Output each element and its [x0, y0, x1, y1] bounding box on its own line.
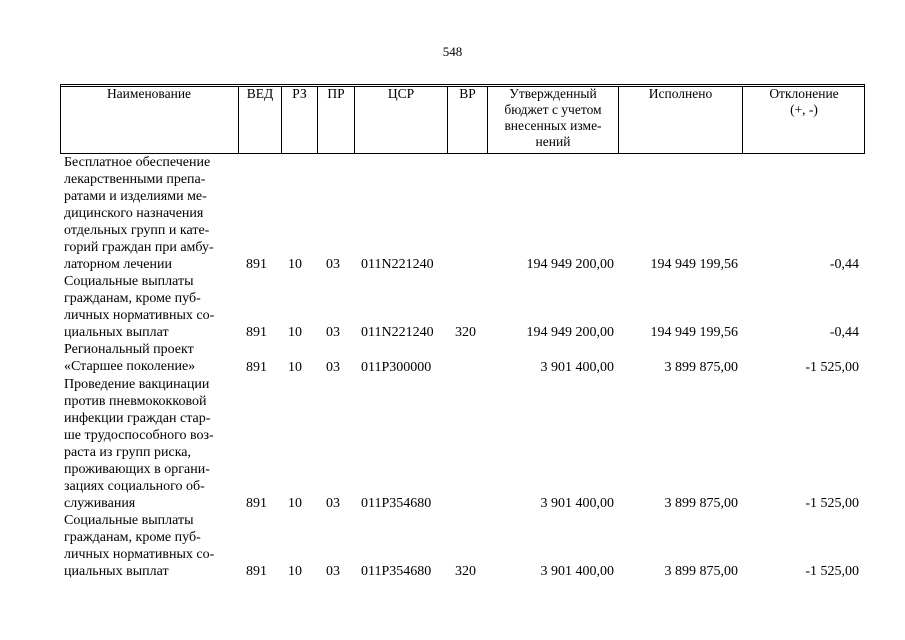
row-5-csr: 011P354680	[361, 564, 432, 579]
header-pr: ПР	[317, 86, 354, 153]
row-2-name: Социальные выплаты гражданам, кроме пуб- личных нормативных со- циальных выплат	[64, 274, 215, 340]
row-5-rz: 10	[288, 564, 302, 579]
page-number: 548	[442, 44, 463, 59]
header-ved: ВЕД	[238, 86, 281, 153]
row-2-executed: 194 949 199,56	[650, 325, 738, 340]
row-2-csr: 011N221240	[361, 325, 434, 340]
row-3-csr: 011P300000	[361, 360, 432, 375]
row-2-vr: 320	[455, 325, 476, 340]
header-name: Наименование	[106, 86, 192, 101]
row-4-csr: 011P354680	[361, 496, 432, 511]
row-4-name: Проведение вакцинации против пневмококковой инфекции граждан стар- ше трудоспособного воз- раста из групп риска, проживающих в органи- зациях социального об- служивания	[64, 377, 214, 511]
row-4-deviation: -1 525,00	[805, 496, 859, 511]
header-rz: РЗ	[281, 86, 317, 153]
row-3-rz: 10	[288, 360, 302, 375]
row-2-deviation: -0,44	[829, 325, 859, 340]
row-1-executed: 194 949 199,56	[650, 257, 738, 272]
row-1-pr: 03	[326, 257, 340, 272]
row-2-rz: 10	[288, 325, 302, 340]
row-5-executed: 3 899 875,00	[664, 564, 738, 579]
row-5-budget: 3 901 400,00	[540, 564, 614, 579]
row-1-csr: 011N221240	[361, 257, 434, 272]
header-csr: ЦСР	[354, 86, 447, 153]
row-5-deviation: -1 525,00	[805, 564, 859, 579]
row-1-ved: 891	[246, 257, 267, 272]
row-1-budget: 194 949 200,00	[526, 257, 614, 272]
row-1-deviation: -0,44	[829, 257, 859, 272]
header-vr: ВР	[447, 86, 487, 153]
row-4-ved: 891	[246, 496, 267, 511]
row-5-pr: 03	[326, 564, 340, 579]
row-2-pr: 03	[326, 325, 340, 340]
row-3-deviation: -1 525,00	[805, 360, 859, 375]
row-5-name: Социальные выплаты гражданам, кроме пуб- личных нормативных со- циальных выплат	[64, 513, 215, 579]
header-budget: Утвержденный бюджет с учетом внесенных изме- нений	[487, 86, 618, 153]
row-4-executed: 3 899 875,00	[664, 496, 738, 511]
row-4-budget: 3 901 400,00	[540, 496, 614, 511]
row-4-rz: 10	[288, 496, 302, 511]
row-2-ved: 891	[246, 325, 267, 340]
header-deviation: Отклонение (+, -)	[742, 86, 865, 153]
row-1-rz: 10	[288, 257, 302, 272]
row-3-budget: 3 901 400,00	[540, 360, 614, 375]
row-5-ved: 891	[246, 564, 267, 579]
row-2-budget: 194 949 200,00	[526, 325, 614, 340]
header-executed: Исполнено	[618, 86, 742, 153]
row-3-ved: 891	[246, 360, 267, 375]
row-1-name: Бесплатное обеспечение лекарственными препа- ратами и изделиями ме- дицинского назначения отдельных групп и кате- горий граждан при амбу- латорном лечении	[64, 155, 214, 272]
row-3-executed: 3 899 875,00	[664, 360, 738, 375]
row-4-pr: 03	[326, 496, 340, 511]
row-3-pr: 03	[326, 360, 340, 375]
row-3-name: Региональный проект «Старшее поколение»	[64, 342, 196, 374]
row-5-vr: 320	[455, 564, 476, 579]
